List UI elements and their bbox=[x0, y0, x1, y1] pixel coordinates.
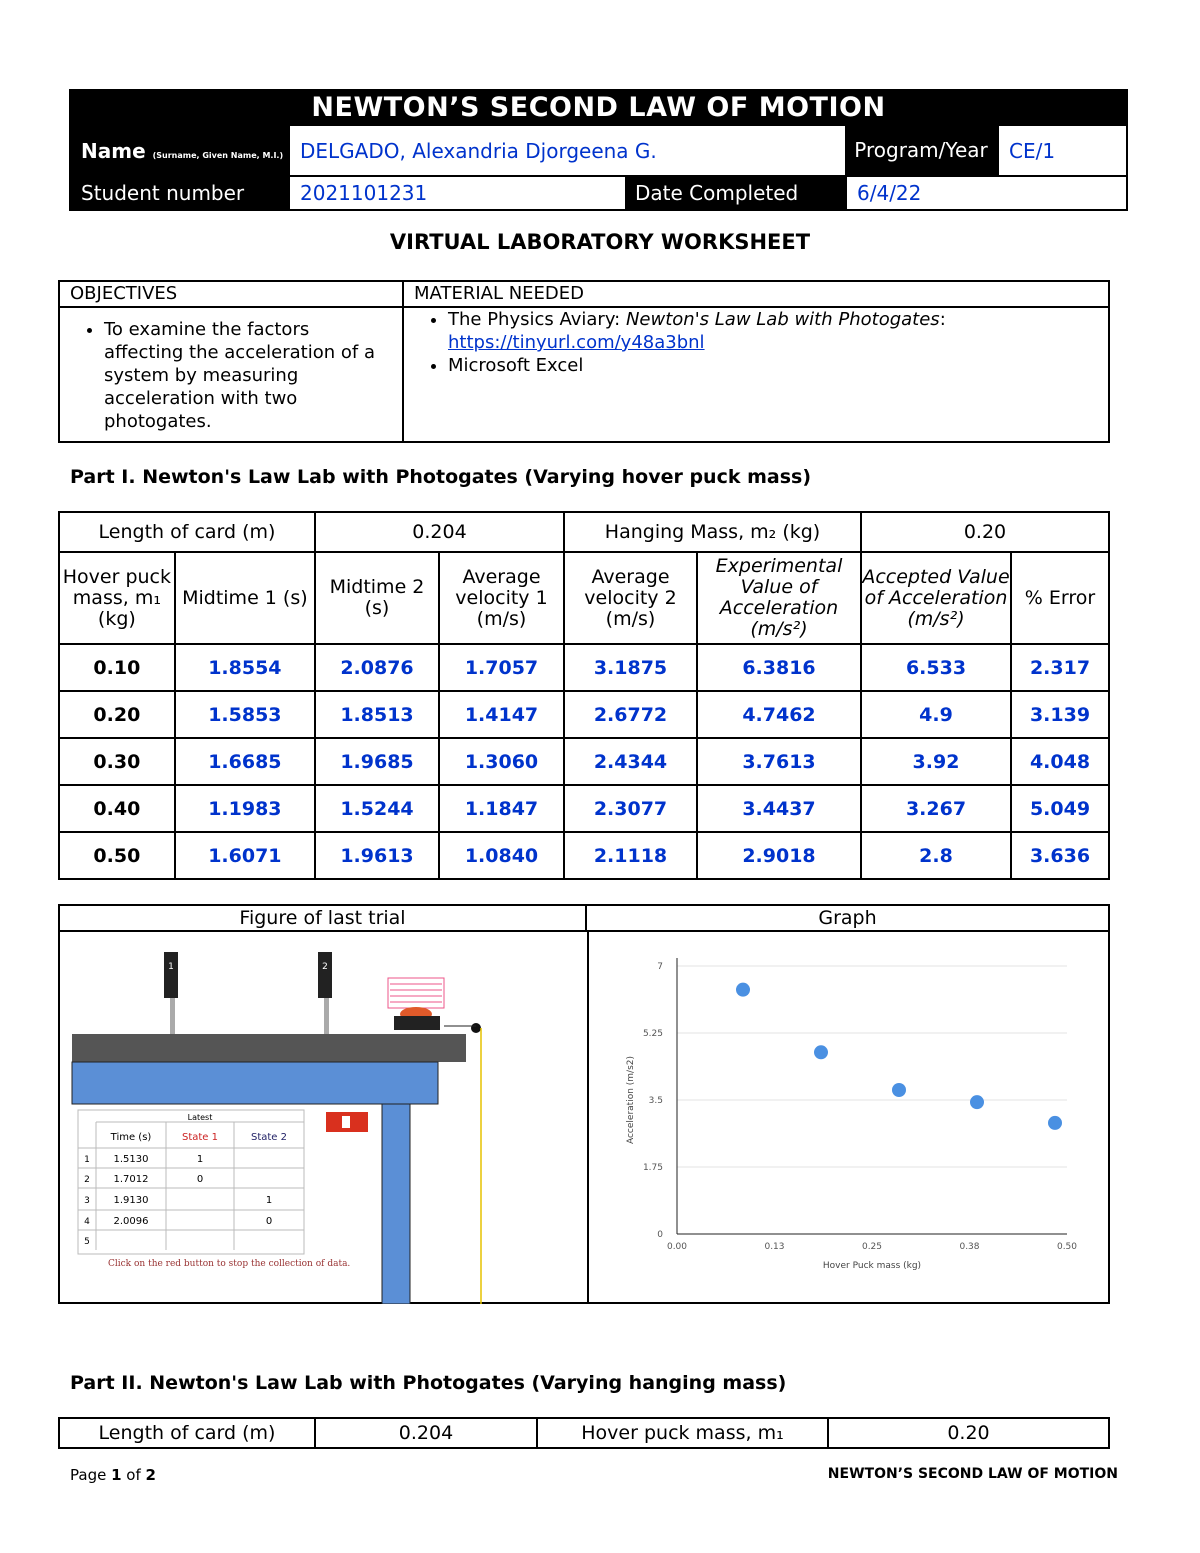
material-item-excel: • Microsoft Excel bbox=[448, 354, 1108, 377]
col-header: Average velocity 1 (m/s) bbox=[439, 552, 564, 644]
table-row: 0.20 1.5853 1.8513 1.4147 2.6772 4.7462 4.9 3.139 bbox=[59, 691, 1109, 738]
data-point bbox=[892, 1083, 906, 1097]
sim-col-header: Time (s) bbox=[110, 1132, 152, 1143]
col-header-italic: Experimental Value of Acceleration (m/s²) bbox=[697, 552, 861, 644]
hanging-mass-label: Hanging Mass, m₂ (kg) bbox=[564, 512, 861, 552]
header-box bbox=[69, 89, 1128, 211]
svg-text:4: 4 bbox=[84, 1217, 90, 1227]
p2-card-length-label: Length of card (m) bbox=[59, 1418, 315, 1448]
document-title: NEWTON’S SECOND LAW OF MOTION bbox=[71, 91, 1126, 124]
col-header-italic: Accepted Value of Acceleration (m/s²) bbox=[861, 552, 1011, 644]
col-header: Hover puck mass, m₁ (kg) bbox=[59, 552, 175, 644]
table-row: 0.50 1.6071 1.9613 1.0840 2.1118 2.9018 2.8 3.636 bbox=[59, 832, 1109, 879]
photogate-2 bbox=[318, 952, 332, 998]
p2-hover-mass-value: 0.20 bbox=[828, 1418, 1109, 1448]
col-header: Average velocity 2 (m/s) bbox=[564, 552, 697, 644]
gate1-label: 1 bbox=[168, 962, 174, 972]
air-track bbox=[72, 1034, 466, 1062]
date-label: Date Completed bbox=[625, 177, 845, 209]
program-label: Program/Year bbox=[845, 126, 997, 175]
figure-graph-box bbox=[58, 904, 1110, 1304]
objective-item: • To examine the factors affecting the acceleration of a system by measuring acceleration with two photogates. bbox=[104, 318, 388, 433]
svg-text:1: 1 bbox=[196, 1154, 204, 1165]
table-leg bbox=[382, 1104, 410, 1304]
part1-title: Part I. Newton's Law Lab with Photogates (Varying hover puck mass) bbox=[70, 466, 812, 488]
col-header: Midtime 1 (s) bbox=[175, 552, 315, 644]
svg-text:1: 1 bbox=[265, 1195, 273, 1206]
hanging-mass-value: 0.20 bbox=[861, 512, 1109, 552]
gate2-label: 2 bbox=[322, 962, 328, 972]
y-tick-label: 0 bbox=[657, 1230, 663, 1240]
objectives-box bbox=[58, 280, 1110, 443]
svg-text:1: 1 bbox=[84, 1155, 90, 1165]
x-tick-label: 0.50 bbox=[1056, 1242, 1078, 1252]
svg-text:1.9130: 1.9130 bbox=[113, 1195, 149, 1206]
table-row: 0.10 1.8554 2.0876 1.7057 3.1875 6.3816 6.533 2.317 bbox=[59, 644, 1109, 691]
part1-table bbox=[58, 511, 1110, 880]
sim-table-caption: Latest bbox=[187, 1113, 213, 1122]
name-label: Name bbox=[81, 138, 146, 163]
x-tick-label: 0.13 bbox=[764, 1242, 785, 1252]
photogate-1 bbox=[164, 952, 178, 998]
sim-col-header: State 1 bbox=[181, 1132, 219, 1143]
materials-heading: MATERIAL NEEDED bbox=[414, 283, 584, 304]
svg-text:0: 0 bbox=[196, 1174, 204, 1185]
data-point bbox=[814, 1045, 828, 1059]
y-tick-label: 5.25 bbox=[642, 1029, 663, 1039]
data-point bbox=[1048, 1116, 1062, 1130]
svg-text:1.5130: 1.5130 bbox=[113, 1154, 149, 1165]
table-row: 0.30 1.6685 1.9685 1.3060 2.4344 3.7613 3.92 4.048 bbox=[59, 738, 1109, 785]
name-note: (Surname, Given Name, M.I.) bbox=[152, 150, 284, 160]
graph-panel bbox=[589, 932, 1108, 1304]
svg-text:5: 5 bbox=[84, 1237, 90, 1247]
date-value: 6/4/22 bbox=[845, 177, 1126, 209]
card-length-label: Length of card (m) bbox=[59, 512, 315, 552]
col-header: Midtime 2 (s) bbox=[315, 552, 439, 644]
table-top bbox=[72, 1062, 438, 1104]
material-item-aviary: • The Physics Aviary: Newton's Law Lab with Photogates: https://tinyurl.com/y48a3bnl bbox=[448, 308, 1108, 354]
svg-text:3: 3 bbox=[84, 1196, 90, 1206]
svg-text:1.7012: 1.7012 bbox=[113, 1174, 149, 1185]
scatter-chart bbox=[589, 932, 1110, 1304]
sim-note: Click on the red button to stop the collection of data. bbox=[108, 1259, 351, 1269]
figure-heading: Figure of last trial bbox=[60, 906, 587, 930]
col-header: % Error bbox=[1011, 552, 1109, 644]
svg-text:0: 0 bbox=[265, 1216, 273, 1227]
graph-heading: Graph bbox=[818, 907, 877, 929]
x-tick-label: 0.38 bbox=[959, 1242, 980, 1252]
svg-text:2.0096: 2.0096 bbox=[113, 1216, 149, 1227]
x-tick-label: 0.25 bbox=[861, 1242, 883, 1252]
program-value: CE/1 bbox=[997, 126, 1126, 175]
card-length-value: 0.204 bbox=[315, 512, 564, 552]
worksheet-title: VIRTUAL LABORATORY WORKSHEET bbox=[389, 230, 811, 254]
footer-title: NEWTON’S SECOND LAW OF MOTION bbox=[827, 1466, 1118, 1482]
svg-text:2: 2 bbox=[84, 1175, 90, 1185]
y-tick-label: 1.75 bbox=[642, 1163, 663, 1173]
data-point bbox=[736, 983, 750, 997]
part2-table bbox=[58, 1417, 1110, 1449]
aviary-link[interactable]: https://tinyurl.com/y48a3bnl bbox=[448, 332, 705, 353]
pulley-icon bbox=[471, 1023, 481, 1033]
x-tick-label: 0.00 bbox=[666, 1242, 688, 1252]
name-label-cell bbox=[71, 126, 288, 175]
sim-col-header: State 2 bbox=[250, 1132, 288, 1143]
name-value: DELGADO, Alexandria Djorgeena G. bbox=[288, 126, 845, 175]
data-point bbox=[970, 1095, 984, 1109]
p2-card-length-value: 0.204 bbox=[315, 1418, 537, 1448]
x-axis-label: Hover Puck mass (kg) bbox=[822, 1261, 922, 1271]
page-number: Page 1 of 2 bbox=[70, 1466, 156, 1484]
y-tick-label: 7 bbox=[657, 962, 663, 972]
student-number-label: Student number bbox=[71, 177, 288, 209]
simulation-figure bbox=[60, 932, 589, 1304]
part2-title: Part II. Newton's Law Lab with Photogates (Varying hanging mass) bbox=[70, 1372, 787, 1394]
student-number-value: 2021101231 bbox=[288, 177, 625, 209]
p2-hover-mass-label: Hover puck mass, m₁ bbox=[537, 1418, 828, 1448]
y-tick-label: 3.5 bbox=[648, 1096, 663, 1106]
table-row: 0.40 1.1983 1.5244 1.1847 2.3077 3.4437 3.267 5.049 bbox=[59, 785, 1109, 832]
objectives-heading: OBJECTIVES bbox=[60, 282, 404, 306]
y-axis-label: Acceleration (m/s2) bbox=[626, 1055, 636, 1145]
